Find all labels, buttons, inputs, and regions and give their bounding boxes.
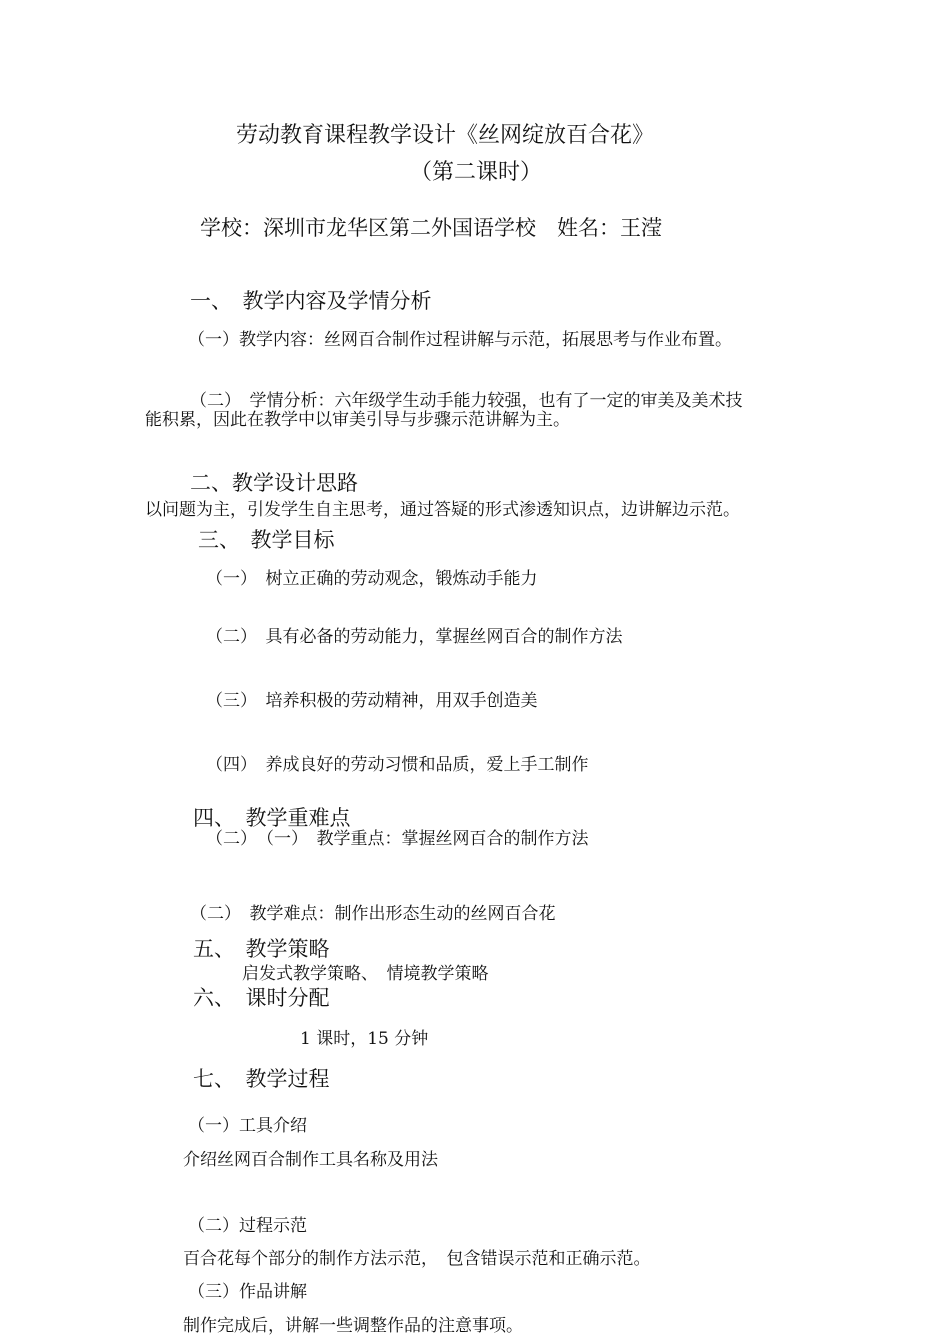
section-6-text: 1 课时，15 分钟 <box>300 1029 429 1049</box>
school-info: 学校：深圳市龙华区第二外国语学校 姓名：王滢 <box>200 216 662 240</box>
section-3-heading: 三、 教学目标 <box>198 528 335 552</box>
section-6-heading: 六、 课时分配 <box>193 986 330 1010</box>
process-1-text: 介绍丝网百合制作工具名称及用法 <box>183 1150 438 1170</box>
section-4-item-2: （二） 教学难点：制作出形态生动的丝网百合花 <box>190 904 556 924</box>
section-1-item-1: （一）教学内容：丝网百合制作过程讲解与示范，拓展思考与作业布置。 <box>188 330 732 350</box>
section-3-item-2: （二） 具有必备的劳动能力，掌握丝网百合的制作方法 <box>206 627 623 647</box>
section-4-heading: 四、 教学重难点 <box>193 806 351 830</box>
process-1-title: （一）工具介绍 <box>188 1116 307 1136</box>
section-3-item-1: （一） 树立正确的劳动观念，锻炼动手能力 <box>206 569 538 589</box>
section-1-item-2-line-2: 能积累，因此在教学中以审美引导与步骤示范讲解为主。 <box>145 410 570 430</box>
process-3-title: （三）作品讲解 <box>188 1282 307 1302</box>
section-1-item-2-line-1: （二） 学情分析：六年级学生动手能力较强，也有了一定的审美及美术技 <box>190 391 743 411</box>
section-2-text: 以问题为主，引发学生自主思考，通过答疑的形式渗透知识点，边讲解边示范。 <box>145 500 740 520</box>
section-4-item-1: （二） （一） 教学重点：掌握丝网百合的制作方法 <box>206 829 589 849</box>
section-7-heading: 七、 教学过程 <box>193 1067 330 1091</box>
document-title: 劳动教育课程教学设计《丝网绽放百合花》 <box>236 123 655 148</box>
process-2-title: （二）过程示范 <box>188 1216 307 1236</box>
process-3-text: 制作完成后，讲解一些调整作品的注意事项。 <box>183 1316 523 1336</box>
section-3-item-4: （四） 养成良好的劳动习惯和品质，爱上手工制作 <box>206 755 589 775</box>
process-2-text: 百合花每个部分的制作方法示范， 包含错误示范和正确示范。 <box>183 1249 651 1269</box>
section-1-heading: 一、 教学内容及学情分析 <box>190 289 432 313</box>
section-5-heading: 五、 教学策略 <box>193 937 330 961</box>
document-subtitle: （第二课时） <box>410 160 543 185</box>
section-2-heading: 二、教学设计思路 <box>190 471 358 495</box>
section-3-item-3: （三） 培养积极的劳动精神，用双手创造美 <box>206 691 538 711</box>
section-5-text: 启发式教学策略、 情境教学策略 <box>242 964 489 984</box>
